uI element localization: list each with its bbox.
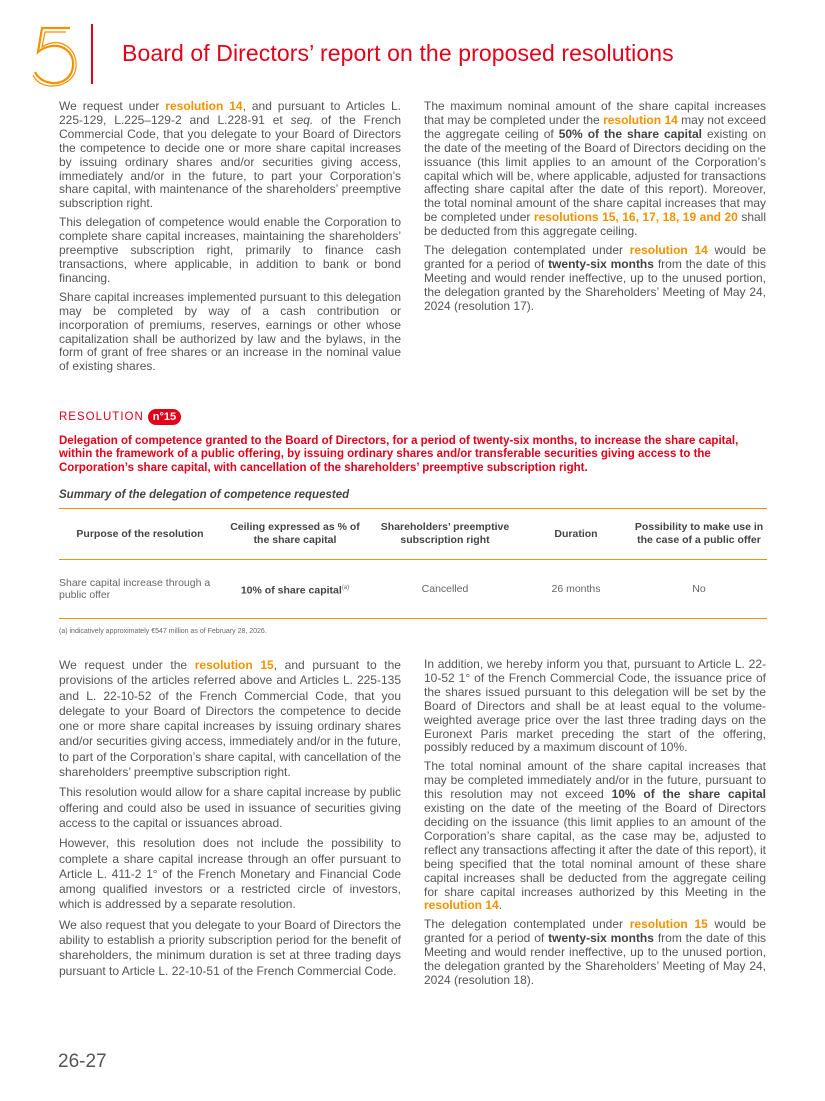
table-header-cell: Duration <box>554 527 598 540</box>
paragraph: In addition, we hereby inform you that, pursuant to Article L. 22-10-52 1° of the French Commercial Code, the issuance price of the shares issued pursuant to this delegation will be set by the Board of Directors and shall be at least equal to the volume-weighted average price over the last three trading days on the Euronext Paris market preceding the start of the offering, possibly reduced by a maximum discount of 10%. <box>424 657 766 755</box>
footnote-marker: (a) <box>341 584 350 591</box>
paragraph: We request under resolution 14, and pursuant to Articles L. 225-129, L.225–129-2 and L.228-91 et seq. of the French Commercial Code, that you delegate to your Board of Directors the competence to decide one or more share capital increases by issuing ordinary shares and/or securities giving access, immediately and/or in the future, to part your Corporation’s share capital, with maintenance of the shareholders’ preemptive subscription right. <box>59 99 401 211</box>
bottom-left-column <box>59 658 401 984</box>
resolution-link: resolutions 15, 16, 17, 18, 19 and 20 <box>533 210 738 225</box>
top-left-column <box>59 100 401 379</box>
paragraph: We also request that you delegate to your Board of Directors the ability to establish a priority subscription period for the benefit of shareholders, the minimum duration is set at three trading days pursuant to Article L. 22-10-51 of the French Commercial Code. <box>59 917 401 978</box>
table-header-row <box>59 509 767 560</box>
table-cell: 10% of share capital$^{(a)}$ <box>240 584 350 597</box>
paragraph: This delegation of competence would enable the Corporation to complete share capital increases, maintaining the shareholders’ preemptive subscription right, primarily to finance cash transactions, where applicable, in addition to bank or bond financing. <box>59 215 401 285</box>
resolution-link: resolution 14 <box>424 898 499 913</box>
table-header-cell: Ceiling expressed as % of the share capital <box>230 521 360 546</box>
resolution-link: resolution 15 <box>629 917 708 932</box>
page-title: Board of Directors’ report on the proposed resolutions <box>122 40 674 66</box>
resolution-link: resolution 14 <box>629 243 708 258</box>
paragraph: The total nominal amount of the share capital increases that may be completed immediately and/or in the future, pursuant to this resolution may not exceed 10% of the share capital existing on the date of the meeting of the Board of Directors deciding on the issuance (this limit applies to an amount of the Corporation’s share capital, as the case may be, adjusted to reflect any transactions affecting it after the date of this report), it being specified that the total nominal amount of these share capital increases shall be deducted from the aggregate ceiling for share capital increases authorized by this Meeting in the resolution 14. <box>424 759 767 913</box>
table-caption: Summary of the delegation of competence requested <box>59 489 350 501</box>
paragraph: We request under the resolution 15, and pursuant to the provisions of the articles referred above and Articles L. 225-135 and L. 22-10-52 of the French Commercial Code, that you delegate to your Board of Directors the competence to decide one or more share capital increases by issuing ordinary shares and/or securities giving access, immediately and/or in the future, to part of the Corporation’s share capital, with cancellation of the shareholders’ preemptive subscription right. <box>59 658 401 780</box>
table-row <box>59 560 767 618</box>
paragraph: Share capital increases implemented pursuant to this delegation may be completed by way of a cash contribution or incorporation of premiums, reserves, earnings or other whose capitalization shall be authorized by law and the bylaws, in the form of grant of free shares or an increase in the nominal value of existing shares. <box>59 289 401 374</box>
resolution-number-badge: n°15 <box>148 409 181 425</box>
resolution-heading: Delegation of competence granted to the Board of Directors, for a period of twenty-six months, to increase the share capital, within the framework of a public offering, by issuing ordinary shares and/or transferable securities giving access to the Corporation’s share capital, with cancellation of the shareholders’ preemptive subscription right. <box>59 435 739 474</box>
table-cell: 26 months <box>551 583 601 595</box>
paragraph: However, this resolution does not include the possibility to complete a share capital increase through an offer pursuant to Article L. 411-2 1° of the French Monetary and Financial Code among qualified investors or a restricted circle of investors, which is addressed by a separate resolution. <box>59 836 401 912</box>
table-cell: Cancelled <box>421 583 469 595</box>
page-number: 26-27 <box>58 1051 107 1072</box>
top-right-column <box>424 100 766 319</box>
summary-table <box>59 508 767 619</box>
bottom-right-column <box>424 658 766 993</box>
chapter-number-graphic <box>30 22 78 88</box>
table-cell: Share capital increase through a public offer <box>59 577 211 601</box>
table-header-cell: Purpose of the resolution <box>76 527 204 540</box>
paragraph: The maximum nominal amount of the share capital increases that may be completed under the resolution 14 may not exceed the aggregate ceiling of 50% of the share capital existing on the date of the meeting of the Board of Directors deciding on the issuance (this limit applies to an amount of the Corporation’s capital which will be, where applicable, adjusted for transactions affecting share capital after the date of this report). Moreover, the total nominal amount of the share capital increases that may be completed under resolutions 15, 16, 17, 18, 19 and 20 shall be deducted from this aggregate ceiling. <box>424 99 767 239</box>
paragraph: The delegation contemplated under resolution 15 would be granted for a period of twenty-six months from the date of this Meeting and would render ineffective, up to the unused portion, the delegation granted by the Shareholders’ Meeting of May 24, 2024 (resolution 18). <box>424 917 766 987</box>
resolution-link: resolution 14 <box>603 112 678 127</box>
table-footnote: (a) indicatively approximately €547 million as of February 28, 2026. <box>59 628 267 635</box>
resolution-link: resolution 14 <box>165 99 243 113</box>
resolution-link: resolution 15 <box>194 658 274 672</box>
table-header-cell: Possibility to make use in the case of a public offer <box>634 521 764 546</box>
table-header-cell: Shareholders’ preemptive subscription right <box>380 521 510 546</box>
chapter-divider <box>91 24 93 84</box>
paragraph: The delegation contemplated under resolution 14 would be granted for a period of twenty-six months from the date of this Meeting and would render ineffective, up to the unused portion, the delegation granted by the Shareholders’ Meeting of May 24, 2024 (resolution 17). <box>424 243 766 313</box>
resolution-label: RESOLUTION n°15 <box>59 409 181 425</box>
table-cell: No <box>692 583 706 595</box>
paragraph: This resolution would allow for a share capital increase by public offering and could also be used in issuance of securities giving access to the capital or issuances abroad. <box>59 785 401 830</box>
